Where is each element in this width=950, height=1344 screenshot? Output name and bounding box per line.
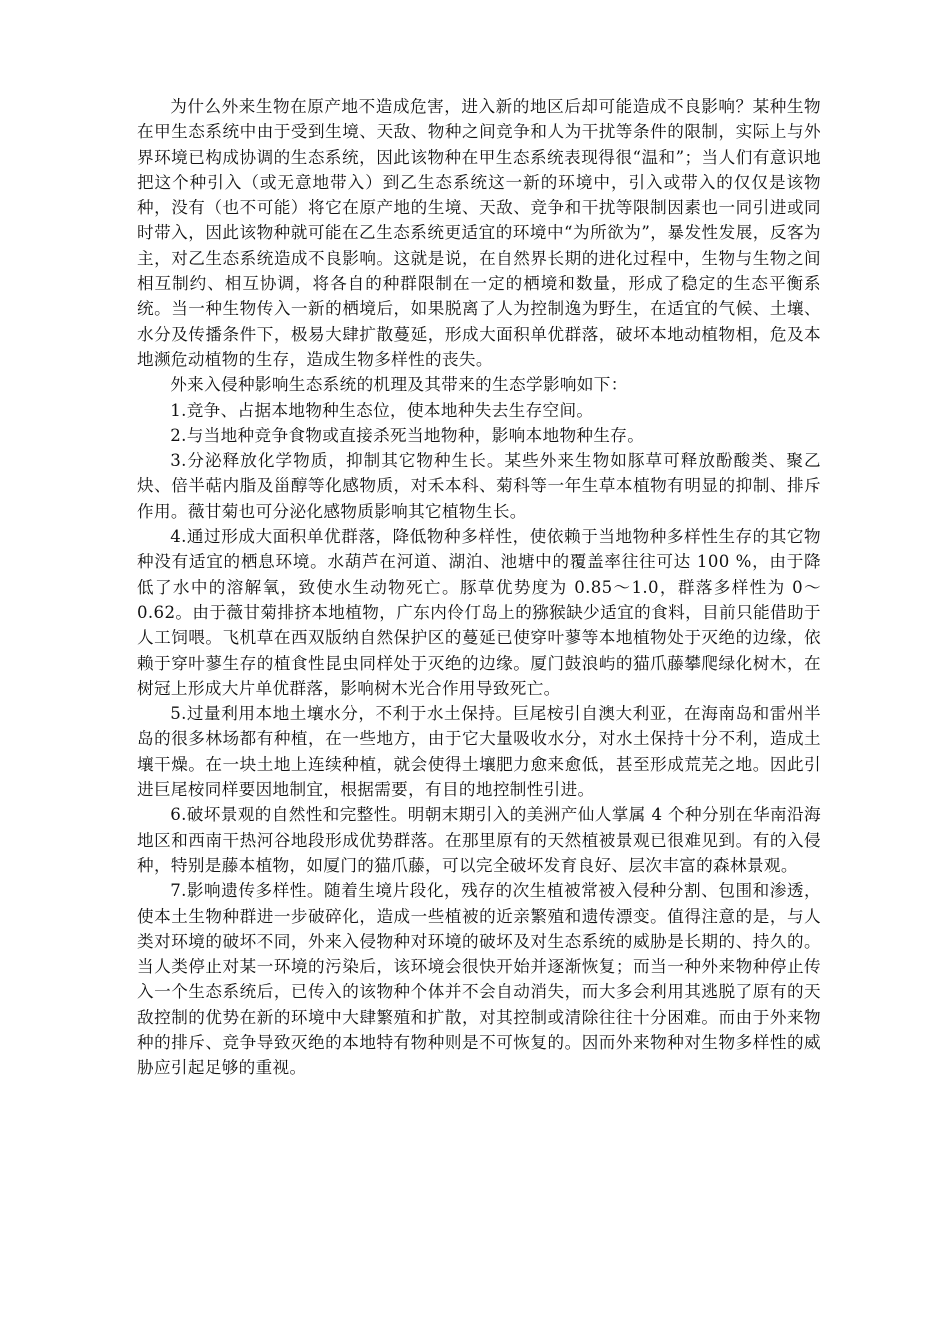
paragraph-item-5: 5.过量利用本地土壤水分，不利于水土保持。巨尾桉引自澳大利亚，在海南岛和雷州半岛的很多林场都有种植，在一些地方，由于它大量吸收水分，对水土保持十分不利，造成土壤干燥。在一块土地上连续种植，就会使得土壤肥力愈来愈低，甚至形成荒芜之地。因此引进巨尾桉同样要因地制宜，根据需要，有目的地控制性引进。 <box>137 704 821 800</box>
paragraph-mechanism-heading: 外来入侵种影响生态系统的机理及其带来的生态学影响如下： <box>170 375 628 395</box>
document-body <box>137 94 821 1081</box>
paragraph-intro: 为什么外来生物在原产地不造成危害，进入新的地区后却可能造成不良影响？某种生物在甲生态系统中由于受到生境、天敌、物种之间竞争和人为干扰等条件的限制，实际上与外界环境已构成协调的生态系统，因此该物种在甲生态系统表现得很“温和”；当人们有意识地把这个种引入（或无意地带入）到乙生态系统这一新的环境中，引入或带入的仅仅是该物种，没有（也不可能）将它在原产地的生境、天敌、竞争和干扰等限制因素也一同引进或同时带入，因此该物种就可能在乙生态系统更适宜的环境中“为所欲为”，暴发性发展，反客为主，对乙生态系统造成不良影响。这就是说，在自然界长期的进化过程中，生物与生物之间相互制约、相互协调，将各自的种群限制在一定的栖境和数量，形成了稳定的生态平衡系统。当一种生物传入一新的栖境后，如果脱离了人为控制逸为野生，在适宜的气候、土壤、水分及传播条件下，极易大肆扩散蔓延，形成大面积单优群落，破坏本地动植物相，危及本地濒危动植物的生存，造成生物多样性的丧失。 <box>137 97 821 369</box>
paragraph-item-3: 3.分泌释放化学物质，抑制其它物种生长。某些外来生物如豚草可释放酚酸类、聚乙炔、倍半萜内脂及甾醇等化感物质，对禾本科、菊科等一年生草本植物有明显的抑制、排斥作用。薇甘菊也可分泌化感物质影响其它植物生长。 <box>137 451 821 521</box>
paragraph-item-4: 4.通过形成大面积单优群落，降低物种多样性，使依赖于当地物种多样性生存的其它物种没有适宜的栖息环境。水葫芦在河道、湖泊、池塘中的覆盖率往往可达 100 %，由于降低了水中的溶解氧，致使水生动物死亡。豚草优势度为 0.85～1.0，群落多样性为 0～0.62。由于薇甘菊排挤本地植物，广东内伶仃岛上的猕猴缺少适宜的食料，目前只能借助于人工饲喂。飞机草在西双版纳自然保护区的蔓延已使穿叶蓼等本地植物处于灭绝的边缘，依赖于穿叶蓼生存的植食性昆虫同样处于灭绝的边缘。厦门鼓浪屿的猫爪藤攀爬绿化树木，在树冠上形成大片单优群落，影响树木光合作用导致死亡。 <box>137 527 821 698</box>
paragraph-item-6: 6.破坏景观的自然性和完整性。明朝末期引入的美洲产仙人掌属 4 个种分别在华南沿海地区和西南干热河谷地段形成优势群落。在那里原有的天然植被景观已很难见到。有的入侵种，特别是藤本植物，如厦门的猫爪藤，可以完全破坏发育良好、层次丰富的森林景观。 <box>137 805 821 875</box>
paragraph-item-2: 2.与当地种竞争食物或直接杀死当地物种，影响本地物种生存。 <box>170 425 645 445</box>
paragraph-item-7: 7.影响遗传多样性。随着生境片段化，残存的次生植被常被入侵种分割、包围和渗透，使本土生物种群进一步破碎化，造成一些植被的近亲繁殖和遗传漂变。值得注意的是，与人类对环境的破坏不同，外来入侵物种对环境的破坏及对生态系统的威胁是长期的、持久的。当人类停止对某一环境的污染后，该环境会很快开始并逐渐恢复；而当一种外来物种停止传入一个生态系统后，已传入的该物种个体并不会自动消失，而大多会利用其逃脱了原有的天敌控制的优势在新的环境中大肆繁殖和扩散，对其控制或清除往往十分困难。而由于外来物种的排斥、竞争导致灭绝的本地特有物种则是不可恢复的。因而外来物种对生物多样性的威胁应引起足够的重视。 <box>137 881 821 1078</box>
paragraph-item-1: 1.竞争、占据本地物种生态位，使本地种失去生存空间。 <box>170 400 594 420</box>
